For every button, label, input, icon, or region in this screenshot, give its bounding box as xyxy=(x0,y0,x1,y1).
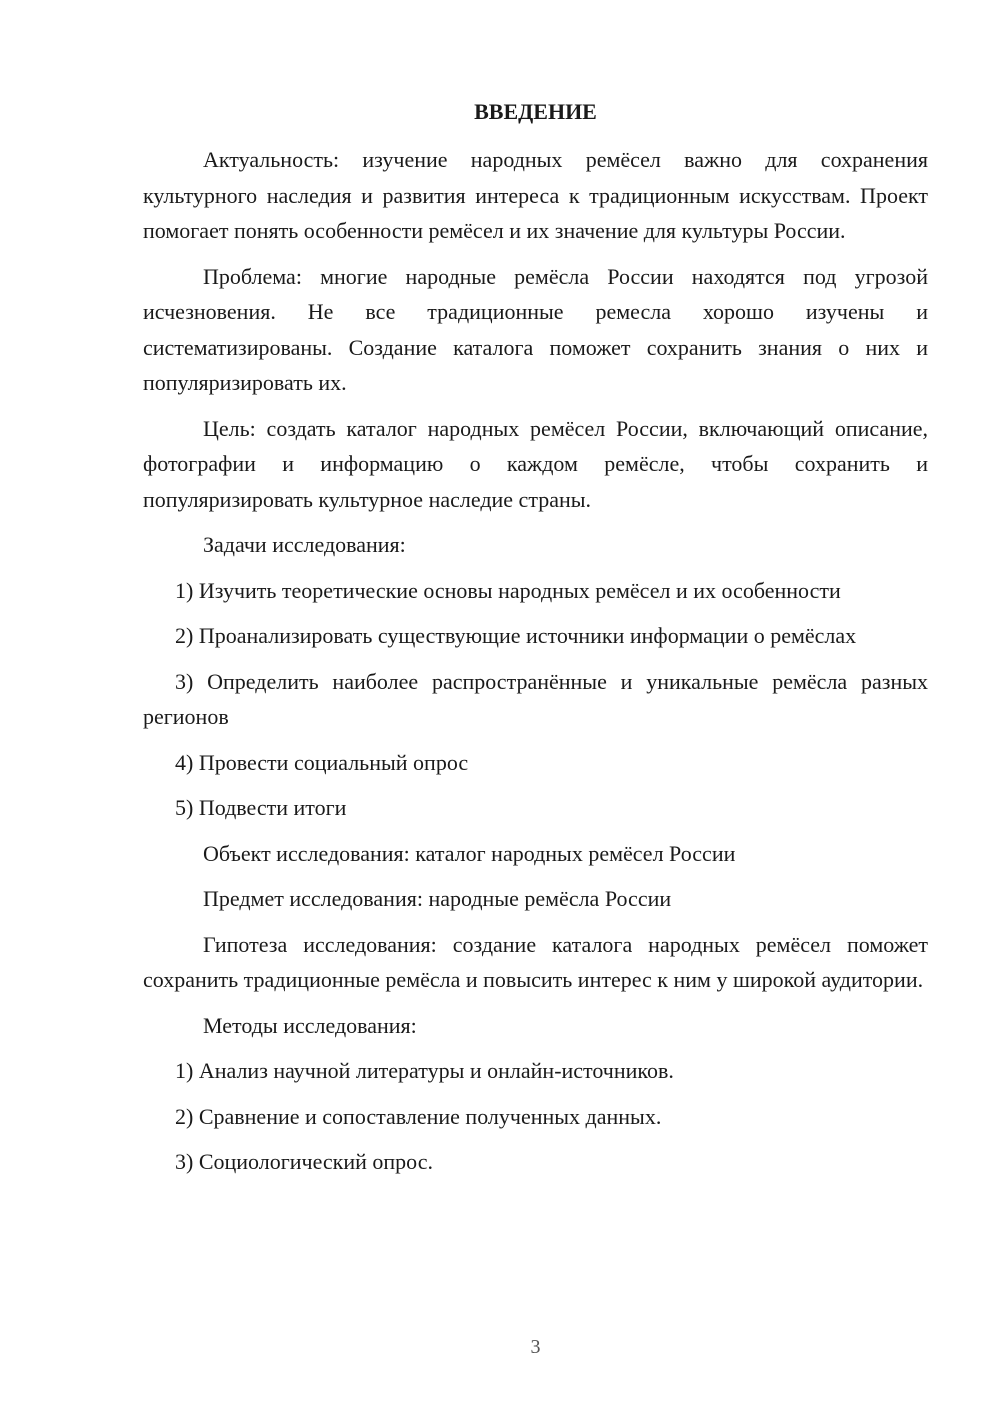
document-page xyxy=(143,0,928,1414)
method-item: 2) Сравнение и сопоставление полученных данных. xyxy=(175,1103,662,1129)
task-item: 2) Проанализировать существующие источники информации о ремёслах xyxy=(175,623,857,648)
tasks-title: Задачи исследования: xyxy=(203,532,406,557)
method-item: 1) Анализ научной литературы и онлайн-источников. xyxy=(175,1058,674,1083)
task-item: 1) Изучить теоретические основы народных ремёсел и их особенности xyxy=(175,577,841,603)
problem-paragraph: Проблема: многие народные ремёсла России находятся под угрозой исчезновения. Не все традиционные ремесла хорошо изучены и систематизированы. Создание каталога поможет сохранить знания о них и популяризировать их. xyxy=(143,263,928,395)
document-body xyxy=(143,142,928,1190)
goal-paragraph: Цель: создать каталог народных ремёсел России, включающий описание, фотографии и информацию о каждом ремёсле, чтобы сохранить и популяризировать культурное наследие страны. xyxy=(143,415,928,512)
relevance-paragraph: Актуальность: изучение народных ремёсел важно для сохранения культурного наследия и развития интереса к традиционным искусствам. Проект помогает понять особенности ремёсел и их значение для культуры России. xyxy=(143,147,928,243)
task-item: 3) Определить наиболее распространённые и уникальные ремёсла разных регионов xyxy=(143,668,928,729)
task-item: 5) Подвести итоги xyxy=(175,795,347,820)
section-heading: ВВЕДЕНИЕ xyxy=(474,99,597,124)
subject-paragraph: Предмет исследования: народные ремёсла России xyxy=(203,886,672,911)
methods-title: Методы исследования: xyxy=(203,1012,417,1038)
method-item: 3) Социологический опрос. xyxy=(175,1149,433,1174)
object-paragraph: Объект исследования: каталог народных ремёсел России xyxy=(203,840,736,866)
task-item: 4) Провести социальный опрос xyxy=(175,749,469,775)
hypothesis-paragraph: Гипотеза исследования: создание каталога народных ремёсел поможет сохранить традиционные ремёсла и повысить интерес к ним у широкой аудитории. xyxy=(143,931,928,992)
page-number: 3 xyxy=(530,1336,541,1358)
